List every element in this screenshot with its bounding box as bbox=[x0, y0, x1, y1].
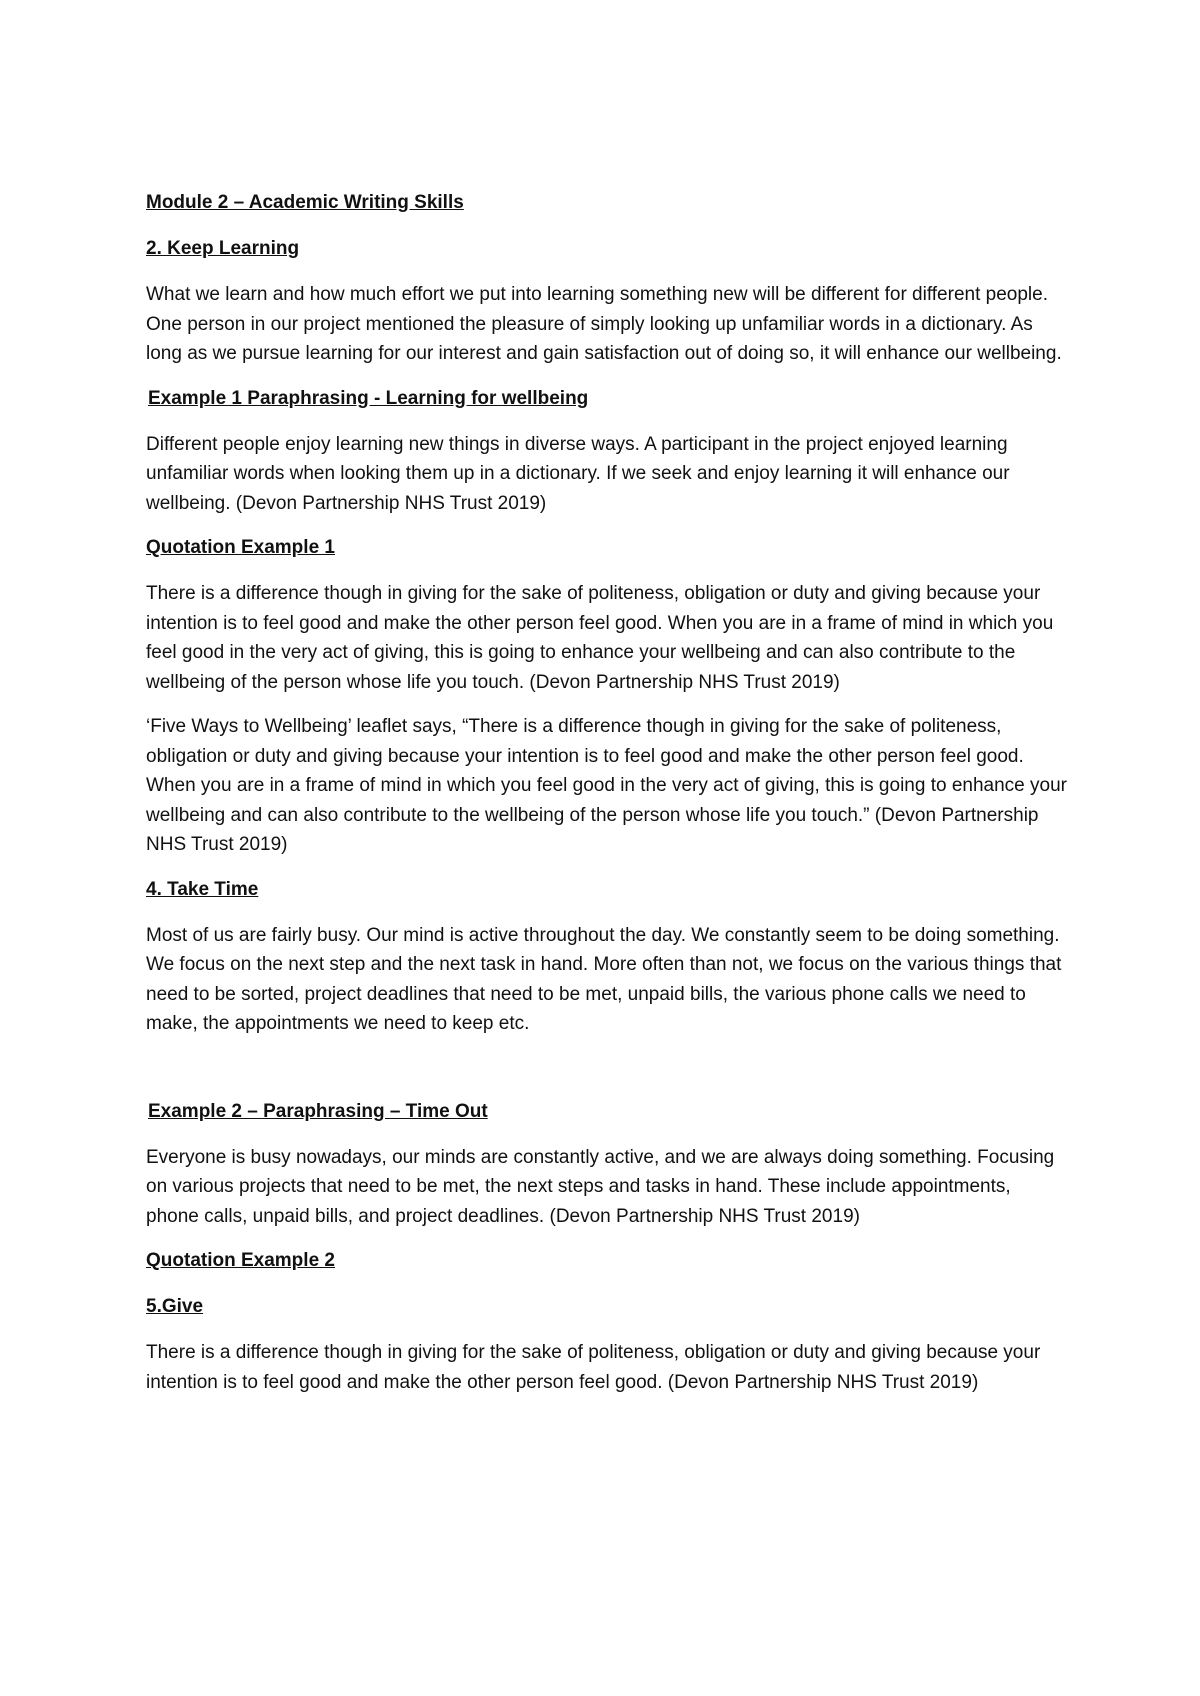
section-heading-take-time: 4. Take Time bbox=[146, 878, 259, 900]
example1-heading: Example 1 Paraphrasing - Learning for wellbeing bbox=[148, 387, 589, 409]
give-paragraph: There is a difference though in giving for the sake of politeness, obligation or duty and giving because your intention is to feel good and make the other person feel good. (Devon Partnership NHS Trust 2019) bbox=[146, 1342, 1041, 1393]
section-heading-keep-learning: 2. Keep Learning bbox=[146, 238, 300, 259]
example1-paragraph: Different people enjoy learning new things in diverse ways. A participant in the project enjoyed learning unfamiliar words when looking them up in a dictionary. If we seek and enjoy learning it will enhance our wellbeing. (Devon Partnership NHS Trust 2019) bbox=[146, 433, 1010, 514]
quotation1-paragraph: There is a difference though in giving for the sake of politeness, obligation or duty and giving because your intention is to feel good and make the other person feel good. When you are in a frame of mind in which you feel good in the very act of giving, this is going to enhance your wellbeing and can also contribute to the wellbeing of the person whose life you touch. (Devon Partnership NHS Trust 2019) bbox=[146, 583, 1054, 693]
example2-paragraph: Everyone is busy nowadays, our minds are constantly active, and we are always doing something. Focusing on various projects that need to be met, the next steps and tasks in hand. These include appointments, phone calls, unpaid bills, and project deadlines. (Devon Partnership NHS Trust 2019) bbox=[146, 1146, 1055, 1227]
take-time-paragraph: Most of us are fairly busy. Our mind is active throughout the day. We constantly seem to be doing something. We focus on the next step and the next task in hand. More often than not, we focus on the various things that need to be sorted, project deadlines that need to be met, unpaid bills, the various phone calls we need to make, the appointments we need to keep etc. bbox=[146, 924, 1062, 1034]
quotation1-heading: Quotation Example 1 bbox=[146, 537, 335, 558]
module-title: Module 2 – Academic Writing Skills bbox=[146, 192, 464, 213]
document-page bbox=[146, 188, 1068, 1397]
keep-learning-paragraph: What we learn and how much effort we put into learning something new will be different for different people. One person in our project mentioned the pleasure of simply looking up unfamiliar words in a dictionary. As long as we pursue learning for our interest and gain satisfaction out of doing so, it will enhance our wellbeing. bbox=[146, 284, 1062, 364]
example2-heading: Example 2 – Paraphrasing – Time Out bbox=[148, 1100, 488, 1122]
section-heading-give: 5.Give bbox=[146, 1296, 204, 1317]
quotation2-heading: Quotation Example 2 bbox=[146, 1250, 335, 1271]
quotation1-cited-paragraph: ‘Five Ways to Wellbeing’ leaflet says, “There is a difference though in giving for the sake of politeness, obligation or duty and giving because your intention is to feel good and make the other person feel good. When you are in a frame of mind in which you feel good in the very act of giving, this is going to enhance your wellbeing and can also contribute to the wellbeing of the person whose life you touch.” (Devon Partnership NHS Trust 2019) bbox=[146, 716, 1067, 855]
